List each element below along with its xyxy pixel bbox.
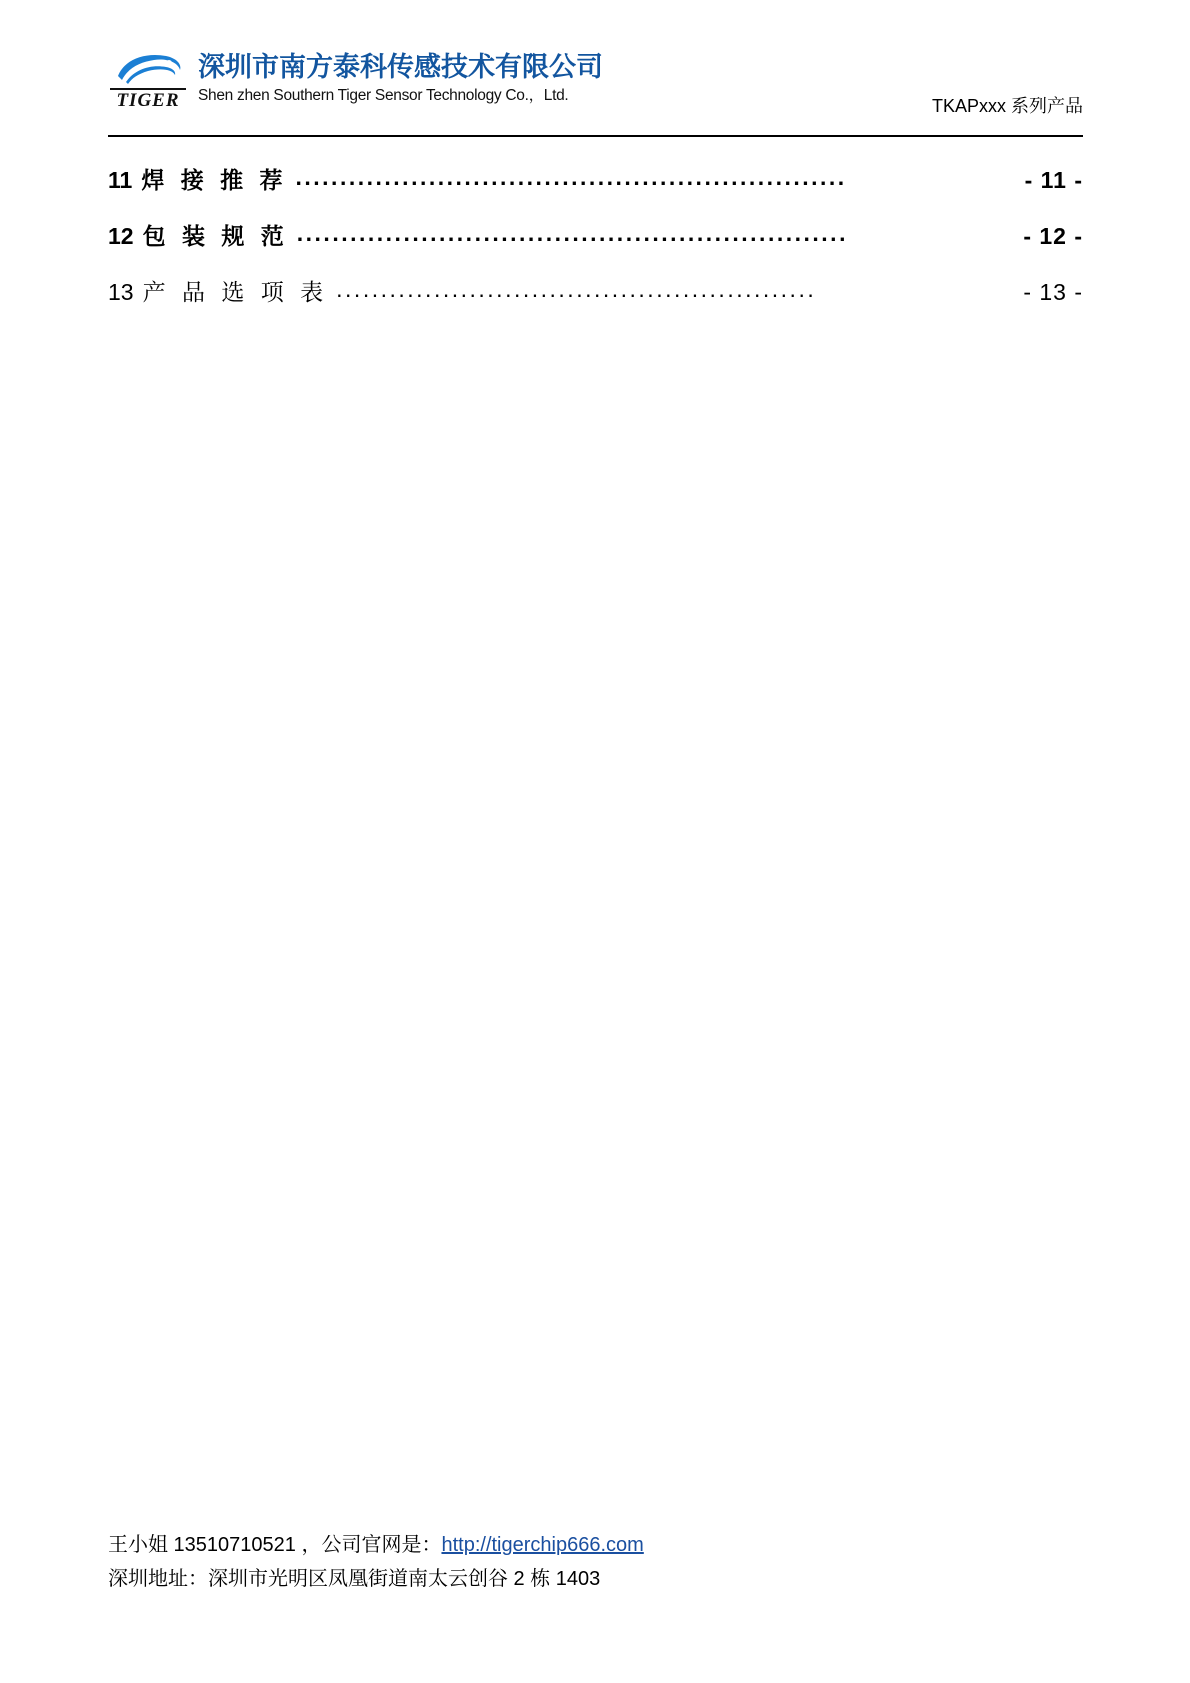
toc-entry-page: - 12 - bbox=[1023, 223, 1083, 249]
company-branding bbox=[108, 48, 603, 112]
footer-contact-text: 王小姐 13510710521 ，公司官网是： bbox=[108, 1534, 442, 1556]
header-divider bbox=[108, 135, 1083, 137]
toc-entry-page: - 11 - bbox=[1024, 167, 1083, 193]
footer-contact-line bbox=[108, 1528, 1083, 1562]
tiger-logo-icon bbox=[108, 48, 188, 112]
toc-entry-title: 产 品 选 项 表 bbox=[142, 279, 329, 305]
toc-leader-dots: ...................................................... bbox=[336, 276, 817, 302]
footer-address: 深圳地址：深圳市光明区凤凰街道南太云创谷 2 栋 1403 bbox=[108, 1568, 601, 1590]
toc-entry-page: - 13 - bbox=[1023, 279, 1083, 305]
company-name-cn: 深圳市南方泰科传感技术有限公司 bbox=[198, 52, 603, 82]
page-header bbox=[108, 48, 1083, 126]
page-footer bbox=[108, 1528, 1083, 1596]
company-name-en: Shen zhen Southern Tiger Sensor Technology Co.，Ltd. bbox=[198, 87, 569, 104]
toc-entry[interactable] bbox=[108, 162, 1083, 218]
company-website-link[interactable]: http://tigerchip666.com bbox=[441, 1534, 644, 1556]
logo-wordmark: TIGER bbox=[116, 90, 180, 111]
toc-entry[interactable] bbox=[108, 274, 1083, 330]
document-reference: TKAPxxx 系列产品 bbox=[931, 96, 1083, 116]
toc-entry-number: 11 bbox=[108, 167, 133, 193]
toc-leader-dots: .............................................................. bbox=[295, 164, 847, 190]
toc-entry-number: 12 bbox=[108, 223, 134, 249]
toc-leader-dots: .............................................................. bbox=[296, 220, 848, 246]
toc-entry-title: 焊 接 推 荐 bbox=[141, 167, 288, 193]
table-of-contents bbox=[108, 162, 1083, 330]
toc-entry[interactable] bbox=[108, 218, 1083, 274]
toc-entry-title: 包 装 规 范 bbox=[142, 223, 289, 249]
toc-entry-number: 13 bbox=[108, 279, 134, 305]
